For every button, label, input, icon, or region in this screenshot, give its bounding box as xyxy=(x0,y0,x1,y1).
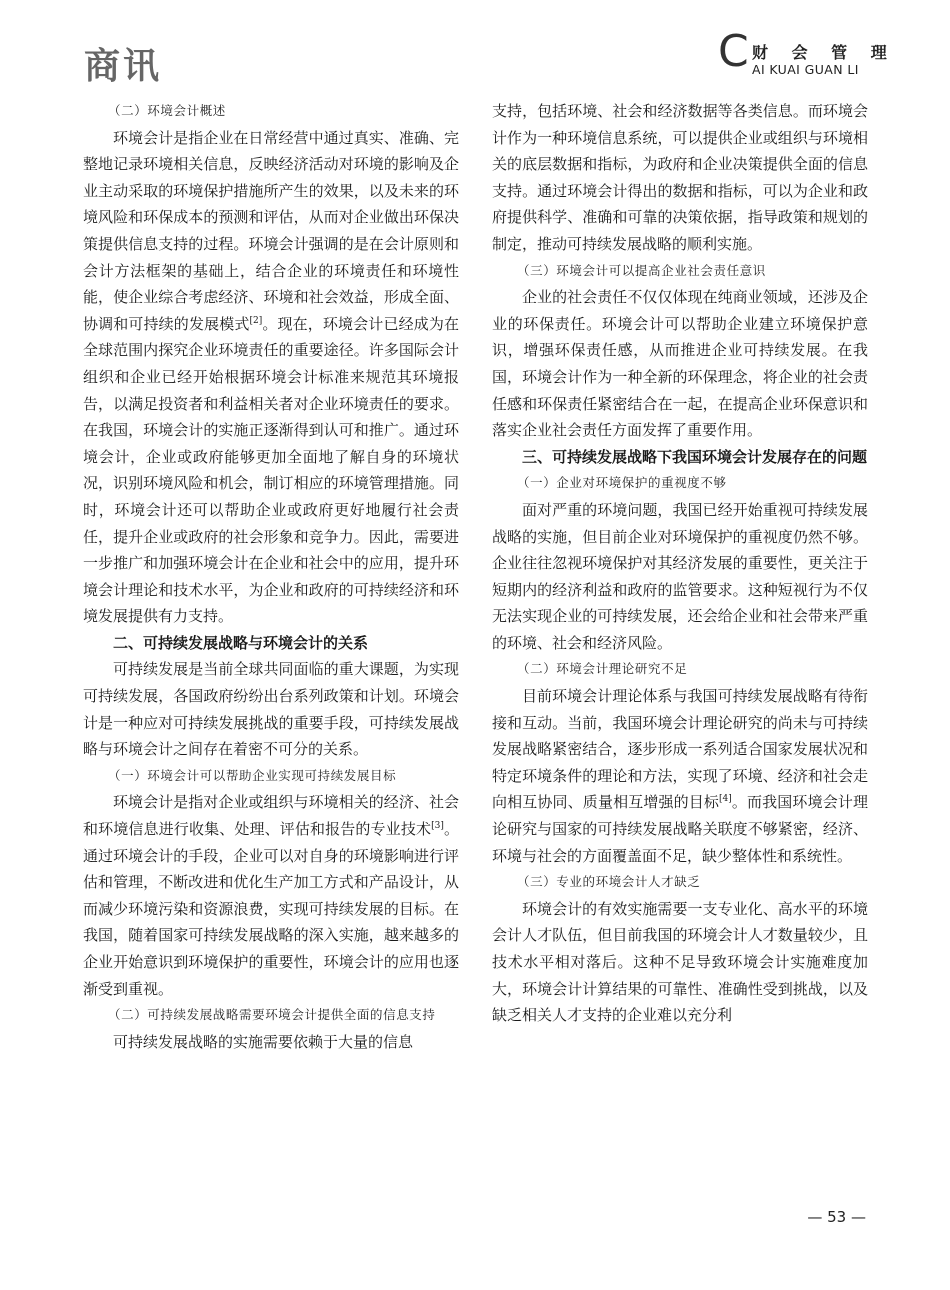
paragraph: 环境会计的有效实施需要一支专业化、高水平的环境会计人才队伍，但目前我国的环境会计人才数量较少，且技术水平相对落后。这种不足导致环境会计实施难度加大，环境会计计算结果的可靠性、准确性受到挑战，以及缺乏相关人才支持的企业难以充分利 xyxy=(492,899,868,1025)
paragraph: 环境会计是指对企业或组织与环境相关的经济、社会和环境信息进行收集、处理、评估和报告的专业技术[3]。通过环境会计的手段，企业可以对自身的环境影响进行评估和管理，不断改进和优化生产加工方式和产品设计，从而减少环境污染和资源浪费，实现可持续发展的目标。在我国，随着国家可持续发展战略的深入实施，越来越多的企业开始意识到环境保护的重要性，环境会计的应用也逐渐受到重视。 xyxy=(83,793,459,998)
citation: [3] xyxy=(431,821,444,832)
paragraph: 面对严重的环境问题，我国已经开始重视可持续发展战略的实施，但目前企业对环境保护的重视度仍然不够。企业往往忽视环境保护对其经济发展的重要性，更关注于短期内的经济利益和政府的监管要求。这种短视行为不仅无法实现企业的可持续发展，还会给企业和社会带来严重的环境、社会和经济风险。 xyxy=(492,500,868,652)
subheading: （三）专业的环境会计人才缺乏 xyxy=(517,874,701,890)
citation: [4] xyxy=(719,794,732,805)
subheading: （二）可持续发展战略需要环境会计提供全面的信息支持 xyxy=(108,1007,436,1023)
paragraph-continued: 支持，包括环境、社会和经济数据等各类信息。而环境会计作为一种环境信息系统，可以提供企业或组织与环境相关的底层数据和指标，为政府和企业决策提供全面的信息支持。通过环境会计得出的数据和指标，可以为企业和政府提供科学、准确和可靠的决策依据，指导政策和规划的制定，推动可持续发展战略的顺利实施。 xyxy=(492,102,868,253)
paragraph: 可持续发展战略的实施需要依赖于大量的信息 xyxy=(113,1032,414,1051)
section-logo xyxy=(718,26,896,80)
citation: [2] xyxy=(249,315,263,326)
left-column xyxy=(83,98,459,1055)
subheading: （一）企业对环境保护的重视度不够 xyxy=(517,475,727,491)
paragraph: 企业的社会责任不仅仅体现在纯商业领域，还涉及企业的环保责任。环境会计可以帮助企业建立环境保护意识，增强环保责任感，从而推进企业可持续发展。在我国，环境会计作为一种全新的环保理念，将企业的社会责任感和环保责任紧密结合在一起，在提高企业环保意识和落实企业社会责任方面发挥了重要作用。 xyxy=(492,288,868,440)
subheading: （二）环境会计概述 xyxy=(108,103,226,118)
section-title-pinyin: AI KUAI GUAN LI xyxy=(752,62,859,77)
paragraph: 环境会计是指企业在日常经营中通过真实、准确、完整地记录环境相关信息，反映经济活动对环境的影响及企业主动采取的环境保护措施所产生的效果，以及未来的环境风险和环保成本的预测和评估，从而对企业做出环保决策提供信息支持的过程。环境会计强调的是在会计原则和会计方法框架的基础上，结合企业的环境责任和环境性能，使企业综合考虑经济、环境和社会效益，形成全面、协调和可持续的发展模式[2]。现在，环境会计已经成为在全球范围内探究企业环境责任的重要途径。许多国际会计组织和企业已经开始根据环境会计标准来规范其环境报告，以满足投资者和利益相关者对企业环境责任的要求。在我国，环境会计的实施正逐渐得到认可和推广。通过环境会计，企业或政府能够更加全面地了解自身的环境状况，识别环境风险和机会，制订相应的环境管理措施。同时，环境会计还可以帮助企业或政府更好地履行社会责任，提升企业或政府的社会形象和竞争力。因此，需要进一步推广和加强环境会计在企业和社会中的应用，提升环境会计理论和技术水平，为企业和政府的可持续经济和环境发展提供有力支持。 xyxy=(83,128,459,626)
section-logo-initial: C xyxy=(718,26,749,77)
section-heading: 二、可持续发展战略与环境会计的关系 xyxy=(113,633,369,652)
subheading: （三）环境会计可以提高企业社会责任意识 xyxy=(517,262,766,278)
page-number: — 53 — xyxy=(807,1208,866,1226)
paragraph: 可持续发展是当前全球共同面临的重大课题，为实现可持续发展，各国政府纷纷出台系列政策和计划。环境会计是一种应对可持续发展挑战的重要手段，可持续发展战略与环境会计之间存在着密不可分的关系。 xyxy=(83,660,459,759)
journal-logo: 商讯 xyxy=(84,45,163,87)
paragraph: 目前环境会计理论体系与我国可持续发展战略有待衔接和互动。当前，我国环境会计理论研究的尚未与可持续发展战略紧密结合，逐步形成一系列适合国家发展状况和特定环境条件的理论和方法，实现了环境、经济和社会走向相互协同、质量相互增强的目标[4]。而我国环境会计理论研究与国家的可持续发展战略关联度不够紧密，经济、环境与社会的方面覆盖面不足，缺少整体性和系统性。 xyxy=(492,687,868,865)
subheading: （一）环境会计可以帮助企业实现可持续发展目标 xyxy=(108,767,397,783)
section-title-cn: 财 会 管 理 xyxy=(752,43,896,62)
section-heading: 三、可持续发展战略下我国环境会计发展存在的问题 xyxy=(522,447,868,466)
subheading: （二）环境会计理论研究不足 xyxy=(517,661,688,677)
right-column xyxy=(492,98,868,1029)
